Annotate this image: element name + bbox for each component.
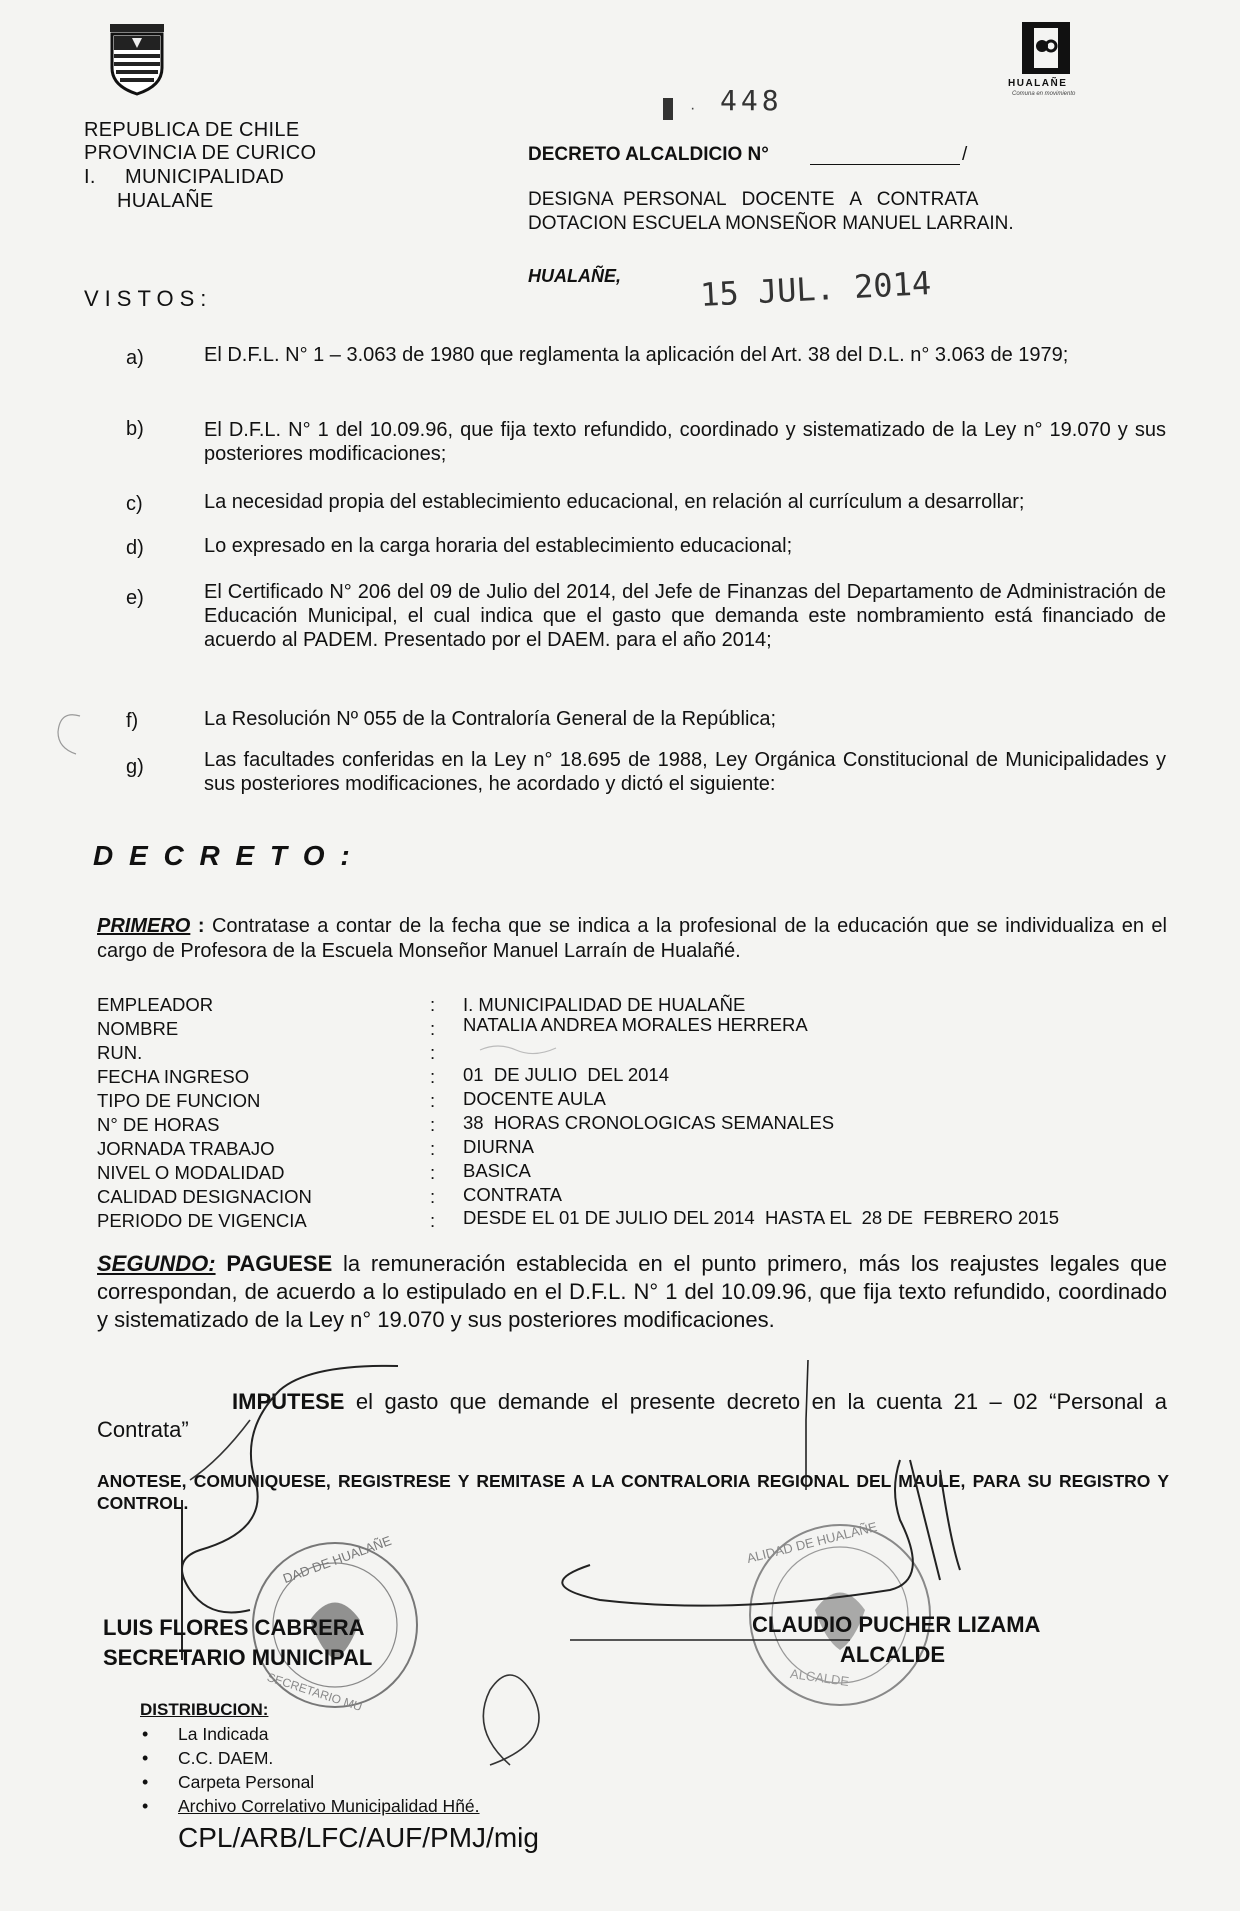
field-colon: : <box>430 1114 436 1135</box>
field-colon: : <box>430 1018 436 1039</box>
right-seal-text-bottom: ALCALDE <box>789 1665 851 1690</box>
vistos-item-letter: f) <box>126 710 139 732</box>
field-label: NIVEL O MODALIDAD <box>97 1162 285 1183</box>
logo-text: HUALAÑE <box>1008 78 1068 89</box>
distribution-list <box>138 1722 480 1818</box>
stamp-mark <box>663 98 673 120</box>
vistos-item-text: La Resolución Nº 055 de la Contraloría General de la República; <box>204 708 777 730</box>
field-colon: : <box>430 1186 436 1207</box>
decree-number-line <box>810 164 960 165</box>
field-colon: : <box>430 1042 436 1063</box>
vistos-item-text: El Certificado N° 206 del 09 de Julio del 2014, del Jefe de Finanzas del Departamento de Administración de Educación Municipal, el cual indica que el gasto que demanda este nombramiento está financiado de acuerdo al PADEM. Presentado por el DAEM. para el año 2014; <box>204 581 1166 651</box>
field-label: CALIDAD DESIGNACION <box>97 1186 312 1207</box>
left-seal-text-top: DAD DE HUALAÑE <box>280 1532 394 1587</box>
right-signer-name: CLAUDIO PUCHER LIZAMA <box>752 1612 1041 1637</box>
decree-subject-line2: DOTACION ESCUELA MONSEÑOR MANUEL LARRAIN. <box>528 213 1014 234</box>
vistos-item-text: El D.F.L. N° 1 del 10.09.96, que fija texto refundido, coordinado y sistematizado de la Ley n° 19.070 y sus posteriores modificaciones; <box>204 419 1166 465</box>
field-value: 01 DE JULIO DEL 2014 <box>463 1064 670 1085</box>
field-colon: : <box>430 1138 436 1159</box>
field-label: EMPLEADOR <box>97 994 214 1015</box>
field-label: N° DE HORAS <box>97 1114 220 1135</box>
vistos-item-text: Las facultades conferidas en la Ley n° 18.695 de 1988, Ley Orgánica Constitucional de Municipalidades y sus posteriores modificaciones, he acordado y dictó el siguiente: <box>204 749 1166 795</box>
anotese-paragraph: ANOTESE, COMUNIQUESE, REGISTRESE Y REMITASE A LA CONTRALORIA REGIONAL DEL MAULE, PARA SU REGISTRO Y CONTROL. <box>97 1471 1169 1513</box>
field-colon: : <box>430 1210 436 1231</box>
signatures-and-seals <box>130 1360 1090 1780</box>
header-country: REPUBLICA DE CHILE <box>84 119 300 141</box>
initials-line: CPL/ARB/LFC/AUF/PMJ/mig <box>178 1822 539 1853</box>
distribution-item: • C.C. DAEM. <box>138 1746 480 1770</box>
field-label: RUN. <box>97 1042 143 1063</box>
vistos-item-text: Lo expresado en la carga horaria del establecimiento educacional; <box>204 535 793 557</box>
vistos-item-letter: c) <box>126 493 143 515</box>
primero-label: PRIMERO <box>97 915 191 937</box>
vistos-item-letter: b) <box>126 418 144 440</box>
header-municipality: I. MUNICIPALIDAD <box>84 166 285 188</box>
segundo-label: SEGUNDO: <box>97 1251 216 1276</box>
vistos-item-letter: d) <box>126 537 144 559</box>
coat-of-arms-icon <box>104 20 170 98</box>
primero-paragraph <box>97 914 1167 964</box>
hualane-logo-icon <box>1018 20 1074 76</box>
right-seal-text-top: ALIDAD DE HUALAÑE <box>745 1519 879 1566</box>
primero-text: Contratase a contar de la fecha que se indica a la profesional de la educación que se individualiza en el cargo de Profesora de la Escuela Monseñor Manuel Larraín de Hualañé. <box>97 915 1168 962</box>
decree-number-stamp: 448 <box>720 84 783 117</box>
decree-slash: / <box>962 144 968 165</box>
field-colon: : <box>430 1090 436 1111</box>
distribution-item: • Carpeta Personal <box>138 1770 480 1794</box>
header-province: PROVINCIA DE CURICO <box>84 142 317 164</box>
field-colon: : <box>430 1162 436 1183</box>
decree-label: DECRETO ALCALDICIO N° <box>528 144 769 165</box>
logo-tagline: Comuna en movimiento <box>1012 91 1076 97</box>
imputese-text: el gasto que demande el presente decreto en la cuenta 21 – 02 “Personal a Contrata” <box>97 1389 1167 1442</box>
field-value: 38 HORAS CRONOLOGICAS SEMANALES <box>463 1112 835 1133</box>
decreto-title: D E C R E T O : <box>93 840 354 871</box>
vistos-item-text: La necesidad propia del establecimiento educacional, en relación al currículum a desarrollar; <box>204 491 1025 513</box>
distribution-item: • Archivo Correlativo Municipalidad Hñé. <box>138 1794 480 1818</box>
left-signer-name: LUIS FLORES CABRERA <box>103 1615 365 1640</box>
field-value: I. MUNICIPALIDAD DE HUALAÑE <box>463 994 746 1015</box>
header-commune: HUALAÑE <box>117 190 214 212</box>
distribution-item: • La Indicada <box>138 1722 480 1746</box>
imputese-keyword: IMPUTESE <box>232 1389 345 1414</box>
vistos-item-letter: e) <box>126 587 144 609</box>
vistos-item-letter: g) <box>126 756 144 778</box>
vistos-item-letter: a) <box>126 347 144 369</box>
vistos-title: VISTOS: <box>84 286 213 311</box>
field-value: NATALIA ANDREA MORALES HERRERA <box>463 1014 808 1035</box>
date-stamp: 15 JUL. 2014 <box>699 263 933 315</box>
field-label: PERIODO DE VIGENCIA <box>97 1210 307 1231</box>
segundo-keyword: PAGUESE <box>226 1251 333 1276</box>
segundo-text: la remuneración establecida en el punto primero, más los reajustes legales que correspondan, de acuerdo a lo estipulado en el D.F.L. N° 1 del 10.09.96, que fija texto refundido, coordinado y sistematizado de la Ley n° 19.070 y sus posteriores modificaciones. <box>97 1251 1167 1332</box>
distribution-title: DISTRIBUCION: <box>140 1700 269 1719</box>
run-redacted-mark <box>478 1040 558 1056</box>
place-label: HUALAÑE, <box>528 266 621 286</box>
document-page: REPUBLICA DE CHILE PROVINCIA DE CURICO I. MUNICIPALIDAD HUALAÑE HUALAÑE Comuna en movimiento · 448 DECRETO ALCALDICIO N° / DESIGNA PERSONAL DOCENTE A CONTRATA DOTACION ESCUELA MONSEÑOR MANUEL LARRAIN. HUALAÑE, 15 JUL. 2014 VISTOS: a) El D.F.L. N° 1 – 3.063 de 1980 que reglamenta la aplicación del Art. 38 del D.L. n° 3.063 de 1979; b) El D.F.L. N° 1 del 10.09.96, que fija texto refundido, coordinado y sistematizado de la Ley n° 19.070 y sus posteriores modificaciones; c) La necesidad propia del establecimiento educacional, en relación al currículum a desarrollar; d) Lo expresado en la carga horaria del establecimiento educacional; e) El Certificado N° 206 del 09 de Julio del 2014, del Jefe de Finanzas del Departamento de Administración de Educación Municipal, el cual indica que el gasto que demanda este nombramiento está financiado de acuerdo al PADEM. Presentado por el DAEM. para el año 2014; f) La Resolución Nº 055 de la Contraloría General de la República; g) Las facultades conferidas en la Ley n° 18.695 de 1988, Ley Orgánica Constitucional de Municipalidades y sus posteriores modificaciones, he acordado y dictó el siguiente: D E C R E T O : PRIMERO : Contratase a contar de la fecha que se indica a la profesional de la educación que se individualiza en el cargo de Profesora de la Escuela Monseñor Manuel Larraín de Hualañé. EMPLEADOR : I. MUNICIPALIDAD DE HUALAÑE NOMBRE : NATALIA ANDREA MORALES HERRERA RUN. : FECHA INGRESO : 01 DE JULIO DEL 2014 TIPO DE FUNCION : DOCENTE AULA N° DE HORAS : 38 HORAS CRONOLOGICAS SEMANALES JORNADA TRABAJO : DIURNA NIVEL O MODALIDAD : BASICA CALIDAD DESIGNACION : CONTRATA PERIODO DE VIGENCIA : DESDE EL 01 DE JULIO DEL 2014 HASTA EL 28 DE FEBRERO 2015 SEGUNDO: PAGUESE la remuneración establecida en el punto primero, más los reajustes legales que correspondan, de acuerdo a lo estipulado en el D.F.L. N° 1 del 10.09.96, que fija texto refundido, coordinado y sistematizado de la Ley n° 19.070 y sus posteriores modificaciones. IMPUTESE el gasto que demande el presente decreto en la cuenta 21 – 02 “Personal a Contrata” ANOTESE, COMUNIQUESE, REGISTRESE Y REMITASE A LA CONTRALORIA REGIONAL DEL MAULE, PARA SU REGISTRO Y CONTROL. LUIS FLORES CABRERA SECRETARIO MUNICIPAL CLAUDIO PUCHER LIZAMA ALCALDE DAD DE HUALAÑE SECRETARIO MU ALIDAD DE HUALAÑE ALCALDE DISTRIBUCION: • La Indicada • C.C. DAEM. • Carpeta Personal • Archivo Correlativo Municipalidad Hñé. CPL/ARB/LFC/AUF/PMJ/mig <box>0 0 1240 1911</box>
vistos-item-text: El D.F.L. N° 1 – 3.063 de 1980 que reglamenta la aplicación del Art. 38 del D.L. n° 3.063 de 1979; <box>204 344 1069 366</box>
field-colon: : <box>430 994 436 1015</box>
right-signer-title: ALCALDE <box>840 1642 946 1667</box>
segundo-paragraph <box>97 1250 1167 1334</box>
field-value: BASICA <box>463 1160 531 1181</box>
field-colon: : <box>430 1066 436 1087</box>
field-label: JORNADA TRABAJO <box>97 1138 275 1159</box>
field-value: CONTRATA <box>463 1184 563 1205</box>
margin-mark <box>50 710 84 760</box>
field-value: DOCENTE AULA <box>463 1088 606 1109</box>
decree-subject-line1: DESIGNA PERSONAL DOCENTE A CONTRATA <box>528 189 979 210</box>
left-seal-text-bottom: SECRETARIO MU <box>265 1670 364 1714</box>
primero-colon: : <box>190 915 205 937</box>
field-label: NOMBRE <box>97 1018 179 1039</box>
left-signer-title: SECRETARIO MUNICIPAL <box>103 1645 373 1670</box>
field-value: DESDE EL 01 DE JULIO DEL 2014 HASTA EL 28 DE FEBRERO 2015 <box>463 1207 1060 1228</box>
field-value: DIURNA <box>463 1136 534 1157</box>
field-label: TIPO DE FUNCION <box>97 1090 261 1111</box>
field-label: FECHA INGRESO <box>97 1066 250 1087</box>
